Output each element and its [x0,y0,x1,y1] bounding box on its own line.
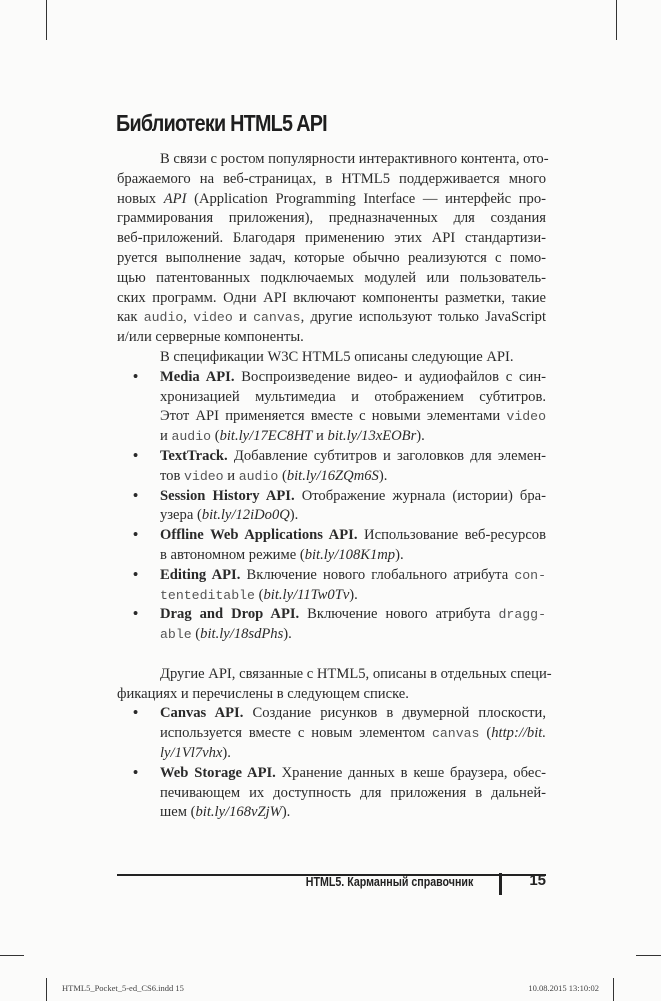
link-text: bit.ly/16ZQm6S [286,467,379,484]
text-line [160,724,546,744]
text-run: Создание рисунков в двумерной плоскости, [243,705,546,722]
text-run: используется вместе с новым элементом [160,725,432,742]
code-text: audio [171,429,212,445]
bullet-icon: • [133,487,139,504]
code-text: dragg- [498,607,546,623]
page-number: 15 [529,872,546,889]
text-run: ). [283,626,292,643]
slug-filename: HTML5_Pocket_5-ed_CS6.indd 15 [62,983,184,993]
text-run: Использование веб-ресурсов [357,527,546,544]
text-run: и [223,467,239,484]
paragraph [117,348,546,368]
list-item [117,704,546,763]
text-run: новых [117,190,164,207]
bullet-icon: • [133,705,139,722]
text-run: ). [395,546,404,563]
text-run: и [160,428,172,445]
list-item [117,605,546,645]
text-line [160,388,546,408]
text-line [160,447,546,467]
code-text: con- [514,567,546,583]
text-run: и [312,428,328,445]
text-line [160,764,546,784]
footer-separator [499,873,502,895]
text-line [117,269,546,289]
body-text [117,150,552,823]
text-line [160,506,546,526]
text-run: как [117,309,144,326]
text-line [160,566,546,586]
list-item [117,487,546,527]
text-line [117,209,546,229]
text-line [160,704,546,724]
text-run: хронизацией мультимедиа и отображением субтитров. [160,388,546,405]
link-text: API [163,190,187,207]
text-line [117,249,546,269]
code-text: audio [238,468,279,484]
link-text: bit.ly/13xEOBr [327,428,417,445]
text-line [160,803,546,823]
bullet-icon: • [133,368,139,385]
text-run: В связи с ростом популярности интерактивного контента, ото- [160,151,549,167]
text-line [160,487,546,507]
text-line [117,170,546,190]
text-run: и [232,309,254,326]
text-line [117,289,546,309]
text-run: щью патентованных подключаемых модулей или пользователь- [117,269,546,286]
code-text: able [160,627,192,643]
text-run: и/или серверные компоненты. [117,329,304,346]
term: Offline Web Applications API. [160,527,358,544]
text-line [117,665,552,685]
bullet-icon: • [133,447,139,464]
text-line [160,368,546,388]
text-run: Включение нового атрибута [299,606,499,623]
paragraph-gap [117,645,546,665]
text-run: ( [278,467,287,484]
list-item [117,447,546,487]
text-line [160,784,546,804]
bullet-icon: • [133,566,139,583]
text-line [160,526,546,546]
term: Canvas API. [160,705,244,722]
text-run: Другие API, связанные с HTML5, описаны в отдельных специ- [160,665,552,682]
link-text: ly/1Vl7vhx [160,744,223,761]
running-footer-title: HTML5. Карманный справочник [305,874,473,889]
term: Web Storage API. [160,764,276,781]
text-line [117,308,546,328]
text-run: Включение нового глобального атрибута [240,566,515,583]
code-text: video [506,409,546,425]
text-run: руется выполнение задач, которые обычно реализуются с помо- [117,249,546,266]
text-run: ). [349,586,358,603]
term: Session History API. [160,487,295,504]
text-line [117,190,546,210]
text-line [117,348,546,368]
code-text: video [184,468,224,484]
crop-mark [46,0,47,40]
link-text: bit.ly/168vZjW [195,804,282,821]
text-line [117,328,546,348]
text-run: ). [416,428,425,445]
link-text: bit.ly/12iDo0Q [201,507,290,524]
text-run: ). [289,507,299,524]
text-run: Этот API применяется вместе с новыми элементами [160,408,507,425]
text-run: печивающем их доступность для приложения в дальней- [160,784,546,801]
text-run: ( [479,725,492,742]
bullet-icon: • [133,606,139,623]
text-run: Добавление субтитров и заголовков для элемен- [227,447,546,464]
code-text: canvas [253,310,301,326]
text-run: ( [191,626,201,643]
bullet-icon: • [133,764,139,781]
term: Media API. [160,368,235,385]
text-run: тов [160,467,185,484]
text-run: фикациях и перечислены в следующем списке. [117,685,409,702]
list-item [117,526,546,566]
link-text: bit.ly/108K1mp [304,546,396,563]
text-line [160,546,546,566]
text-run: Воспроизведение видео- и аудиофайлов с син- [234,368,546,385]
text-run: Хранение данных в кеше браузера, обес- [275,764,546,781]
text-run: ). [222,744,231,761]
text-run: (Application Programming Interface — интерфейс про- [186,190,546,207]
crop-mark [616,0,617,40]
crop-mark [613,978,614,1001]
text-run: , другие используют только JavaScript [300,309,546,326]
term: Drag and Drop API. [160,606,300,623]
list-item [117,368,546,447]
crop-mark [46,978,47,1001]
text-run: в автономном режиме ( [160,546,305,563]
link-text: http://bit. [491,725,546,742]
code-text: video [193,310,233,326]
paragraph [117,665,552,705]
text-line [117,150,549,170]
text-run: узера ( [160,507,202,524]
crop-mark [0,955,24,956]
text-line [117,229,546,249]
link-text: bit.ly/18sdPhs [200,626,284,643]
text-run: ских программ. Одни API включают компоненты разметки, такие [117,289,546,306]
text-run: шем ( [160,804,196,821]
text-run: ( [254,586,264,603]
text-line [160,427,546,447]
text-run: веб-приложений. Благодаря применению этих API стандартизи- [117,230,546,247]
code-text: canvas [431,726,480,742]
list-item [117,764,546,823]
text-run: бражаемого на веб-страницах, в HTML5 поддерживается много [117,170,546,187]
text-run: ). [281,804,291,821]
text-run: ( [211,428,220,445]
bullet-icon: • [133,527,139,544]
text-run: Отображение журнала (истории) бра- [294,487,546,504]
crop-mark [636,955,661,956]
code-text: tenteditable [160,587,255,603]
text-line [117,685,546,705]
code-text: audio [143,310,184,326]
text-run: В спецификации W3C HTML5 описаны следующие API. [160,348,514,365]
link-text: bit.ly/17EC8HT [219,428,313,445]
text-line [160,605,546,625]
list-item [117,566,546,606]
text-line [160,407,546,427]
term: TextTrack. [160,447,228,464]
text-run: граммирования приложения), предназначенных для создания [117,210,546,227]
text-run: , [183,309,194,326]
link-text: bit.ly/11Tw0Tv [263,586,350,603]
text-run: ). [378,467,388,484]
text-line [160,586,546,606]
text-line [160,467,546,487]
section-heading: Библиотеки HTML5 API [116,110,327,136]
text-line [160,744,546,764]
slug-datetime: 10.08.2015 13:10:02 [528,983,599,993]
text-line [160,625,546,645]
term: Editing API. [160,566,241,583]
paragraph [117,150,549,348]
